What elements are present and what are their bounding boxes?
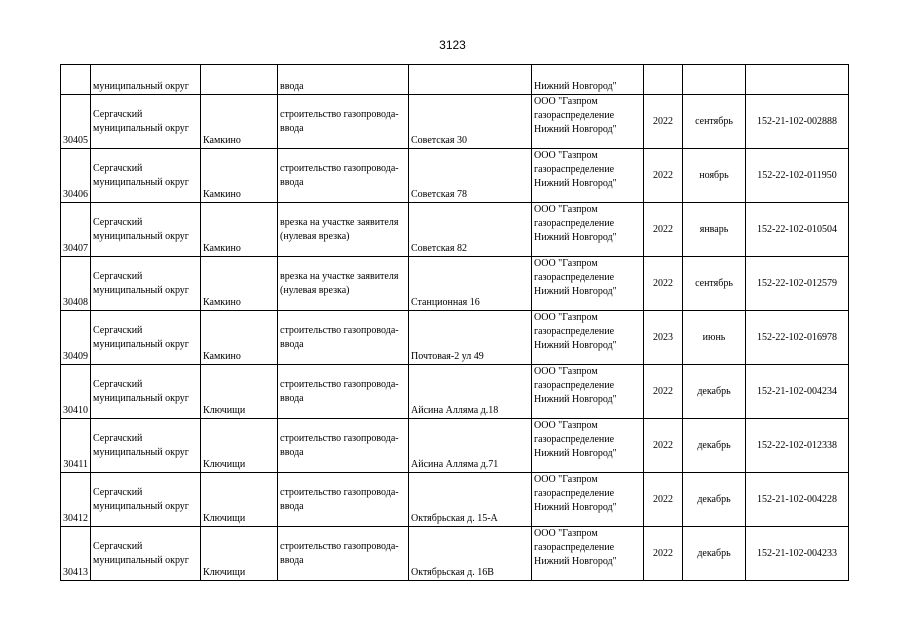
cell-num: 30410 — [61, 365, 91, 419]
cell-num — [61, 65, 91, 95]
cell-code: 152-22-102-011950 — [746, 149, 849, 203]
cell-address: Октябрьская д. 15-А — [409, 473, 532, 527]
cell-district: Сергачский муниципальный округ — [91, 257, 201, 311]
cell-month: декабрь — [683, 473, 746, 527]
cell-month: сентябрь — [683, 95, 746, 149]
cell-work: строительство газопровода- ввода — [278, 95, 409, 149]
cell-code: 152-22-102-016978 — [746, 311, 849, 365]
cell-month: январь — [683, 203, 746, 257]
cell-year: 2022 — [644, 203, 683, 257]
cell-num: 30406 — [61, 149, 91, 203]
cell-year: 2022 — [644, 473, 683, 527]
cell-num: 30411 — [61, 419, 91, 473]
cell-work: строительство газопровода- ввода — [278, 149, 409, 203]
cell-num: 30409 — [61, 311, 91, 365]
cell-work: строительство газопровода- ввода — [278, 473, 409, 527]
cell-locality: Ключищи — [201, 419, 278, 473]
table-row — [61, 95, 849, 149]
cell-num: 30408 — [61, 257, 91, 311]
cell-work: врезка на участке заявителя (нулевая врезка) — [278, 257, 409, 311]
cell-work: врезка на участке заявителя (нулевая врезка) — [278, 203, 409, 257]
cell-org: ООО "Газпром газораспределение Нижний Новгород" — [532, 311, 644, 365]
cell-org: ООО "Газпром газораспределение Нижний Новгород" — [532, 473, 644, 527]
cell-num: 30413 — [61, 527, 91, 581]
cell-locality — [201, 65, 278, 95]
registry-table — [60, 64, 849, 581]
cell-month: декабрь — [683, 527, 746, 581]
cell-month: ноябрь — [683, 149, 746, 203]
cell-num: 30407 — [61, 203, 91, 257]
cell-org: ООО "Газпром газораспределение Нижний Новгород" — [532, 365, 644, 419]
cell-org: ООО "Газпром газораспределение Нижний Новгород" — [532, 257, 644, 311]
cell-address: Почтовая-2 ул 49 — [409, 311, 532, 365]
cell-code: 152-22-102-012579 — [746, 257, 849, 311]
cell-locality: Камкино — [201, 149, 278, 203]
cell-code: 152-22-102-012338 — [746, 419, 849, 473]
cell-code: 152-21-102-004228 — [746, 473, 849, 527]
cell-year: 2023 — [644, 311, 683, 365]
cell-code — [746, 65, 849, 95]
cell-month — [683, 65, 746, 95]
cell-year: 2022 — [644, 527, 683, 581]
cell-code: 152-21-102-004233 — [746, 527, 849, 581]
page-number: 3123 — [439, 38, 466, 52]
cell-locality: Камкино — [201, 257, 278, 311]
table-row — [61, 419, 849, 473]
table-row — [61, 527, 849, 581]
table-row — [61, 365, 849, 419]
cell-month: июнь — [683, 311, 746, 365]
cell-year: 2022 — [644, 365, 683, 419]
cell-work: строительство газопровода- ввода — [278, 419, 409, 473]
cell-address: Советская 78 — [409, 149, 532, 203]
cell-org: ООО "Газпром газораспределение Нижний Новгород" — [532, 95, 644, 149]
cell-month: декабрь — [683, 365, 746, 419]
cell-district: Сергачский муниципальный округ — [91, 311, 201, 365]
cell-year: 2022 — [644, 149, 683, 203]
cell-district: Сергачский муниципальный округ — [91, 95, 201, 149]
cell-org: Нижний Новгород" — [532, 65, 644, 95]
cell-district: Сергачский муниципальный округ — [91, 203, 201, 257]
cell-district: Сергачский муниципальный округ — [91, 527, 201, 581]
cell-district: муниципальный округ — [91, 65, 201, 95]
cell-address: Советская 30 — [409, 95, 532, 149]
cell-code: 152-21-102-004234 — [746, 365, 849, 419]
cell-address: Айсина Алляма д.18 — [409, 365, 532, 419]
cell-district: Сергачский муниципальный округ — [91, 365, 201, 419]
cell-district: Сергачский муниципальный округ — [91, 419, 201, 473]
continuation-row — [61, 65, 849, 95]
cell-org: ООО "Газпром газораспределение Нижний Новгород" — [532, 527, 644, 581]
cell-month: сентябрь — [683, 257, 746, 311]
cell-year: 2022 — [644, 257, 683, 311]
cell-org: ООО "Газпром газораспределение Нижний Новгород" — [532, 149, 644, 203]
table-row — [61, 473, 849, 527]
cell-address: Советская 82 — [409, 203, 532, 257]
cell-locality: Камкино — [201, 95, 278, 149]
cell-org: ООО "Газпром газораспределение Нижний Новгород" — [532, 419, 644, 473]
cell-year: 2022 — [644, 419, 683, 473]
table-row — [61, 203, 849, 257]
cell-code: 152-21-102-002888 — [746, 95, 849, 149]
cell-year: 2022 — [644, 95, 683, 149]
cell-month: декабрь — [683, 419, 746, 473]
cell-num: 30405 — [61, 95, 91, 149]
cell-org: ООО "Газпром газораспределение Нижний Новгород" — [532, 203, 644, 257]
table-row — [61, 257, 849, 311]
cell-locality: Камкино — [201, 203, 278, 257]
cell-work: строительство газопровода- ввода — [278, 365, 409, 419]
cell-district: Сергачский муниципальный округ — [91, 473, 201, 527]
cell-address — [409, 65, 532, 95]
cell-locality: Ключищи — [201, 365, 278, 419]
table-row — [61, 149, 849, 203]
cell-locality: Камкино — [201, 311, 278, 365]
table-body — [61, 65, 849, 581]
cell-num: 30412 — [61, 473, 91, 527]
cell-locality: Ключищи — [201, 527, 278, 581]
cell-address: Октябрьская д. 16В — [409, 527, 532, 581]
table-row — [61, 311, 849, 365]
cell-code: 152-22-102-010504 — [746, 203, 849, 257]
cell-work: ввода — [278, 65, 409, 95]
cell-year — [644, 65, 683, 95]
cell-address: Айсина Алляма д.71 — [409, 419, 532, 473]
cell-district: Сергачский муниципальный округ — [91, 149, 201, 203]
cell-address: Станционная 16 — [409, 257, 532, 311]
cell-work: строительство газопровода- ввода — [278, 527, 409, 581]
cell-work: строительство газопровода- ввода — [278, 311, 409, 365]
cell-locality: Ключищи — [201, 473, 278, 527]
